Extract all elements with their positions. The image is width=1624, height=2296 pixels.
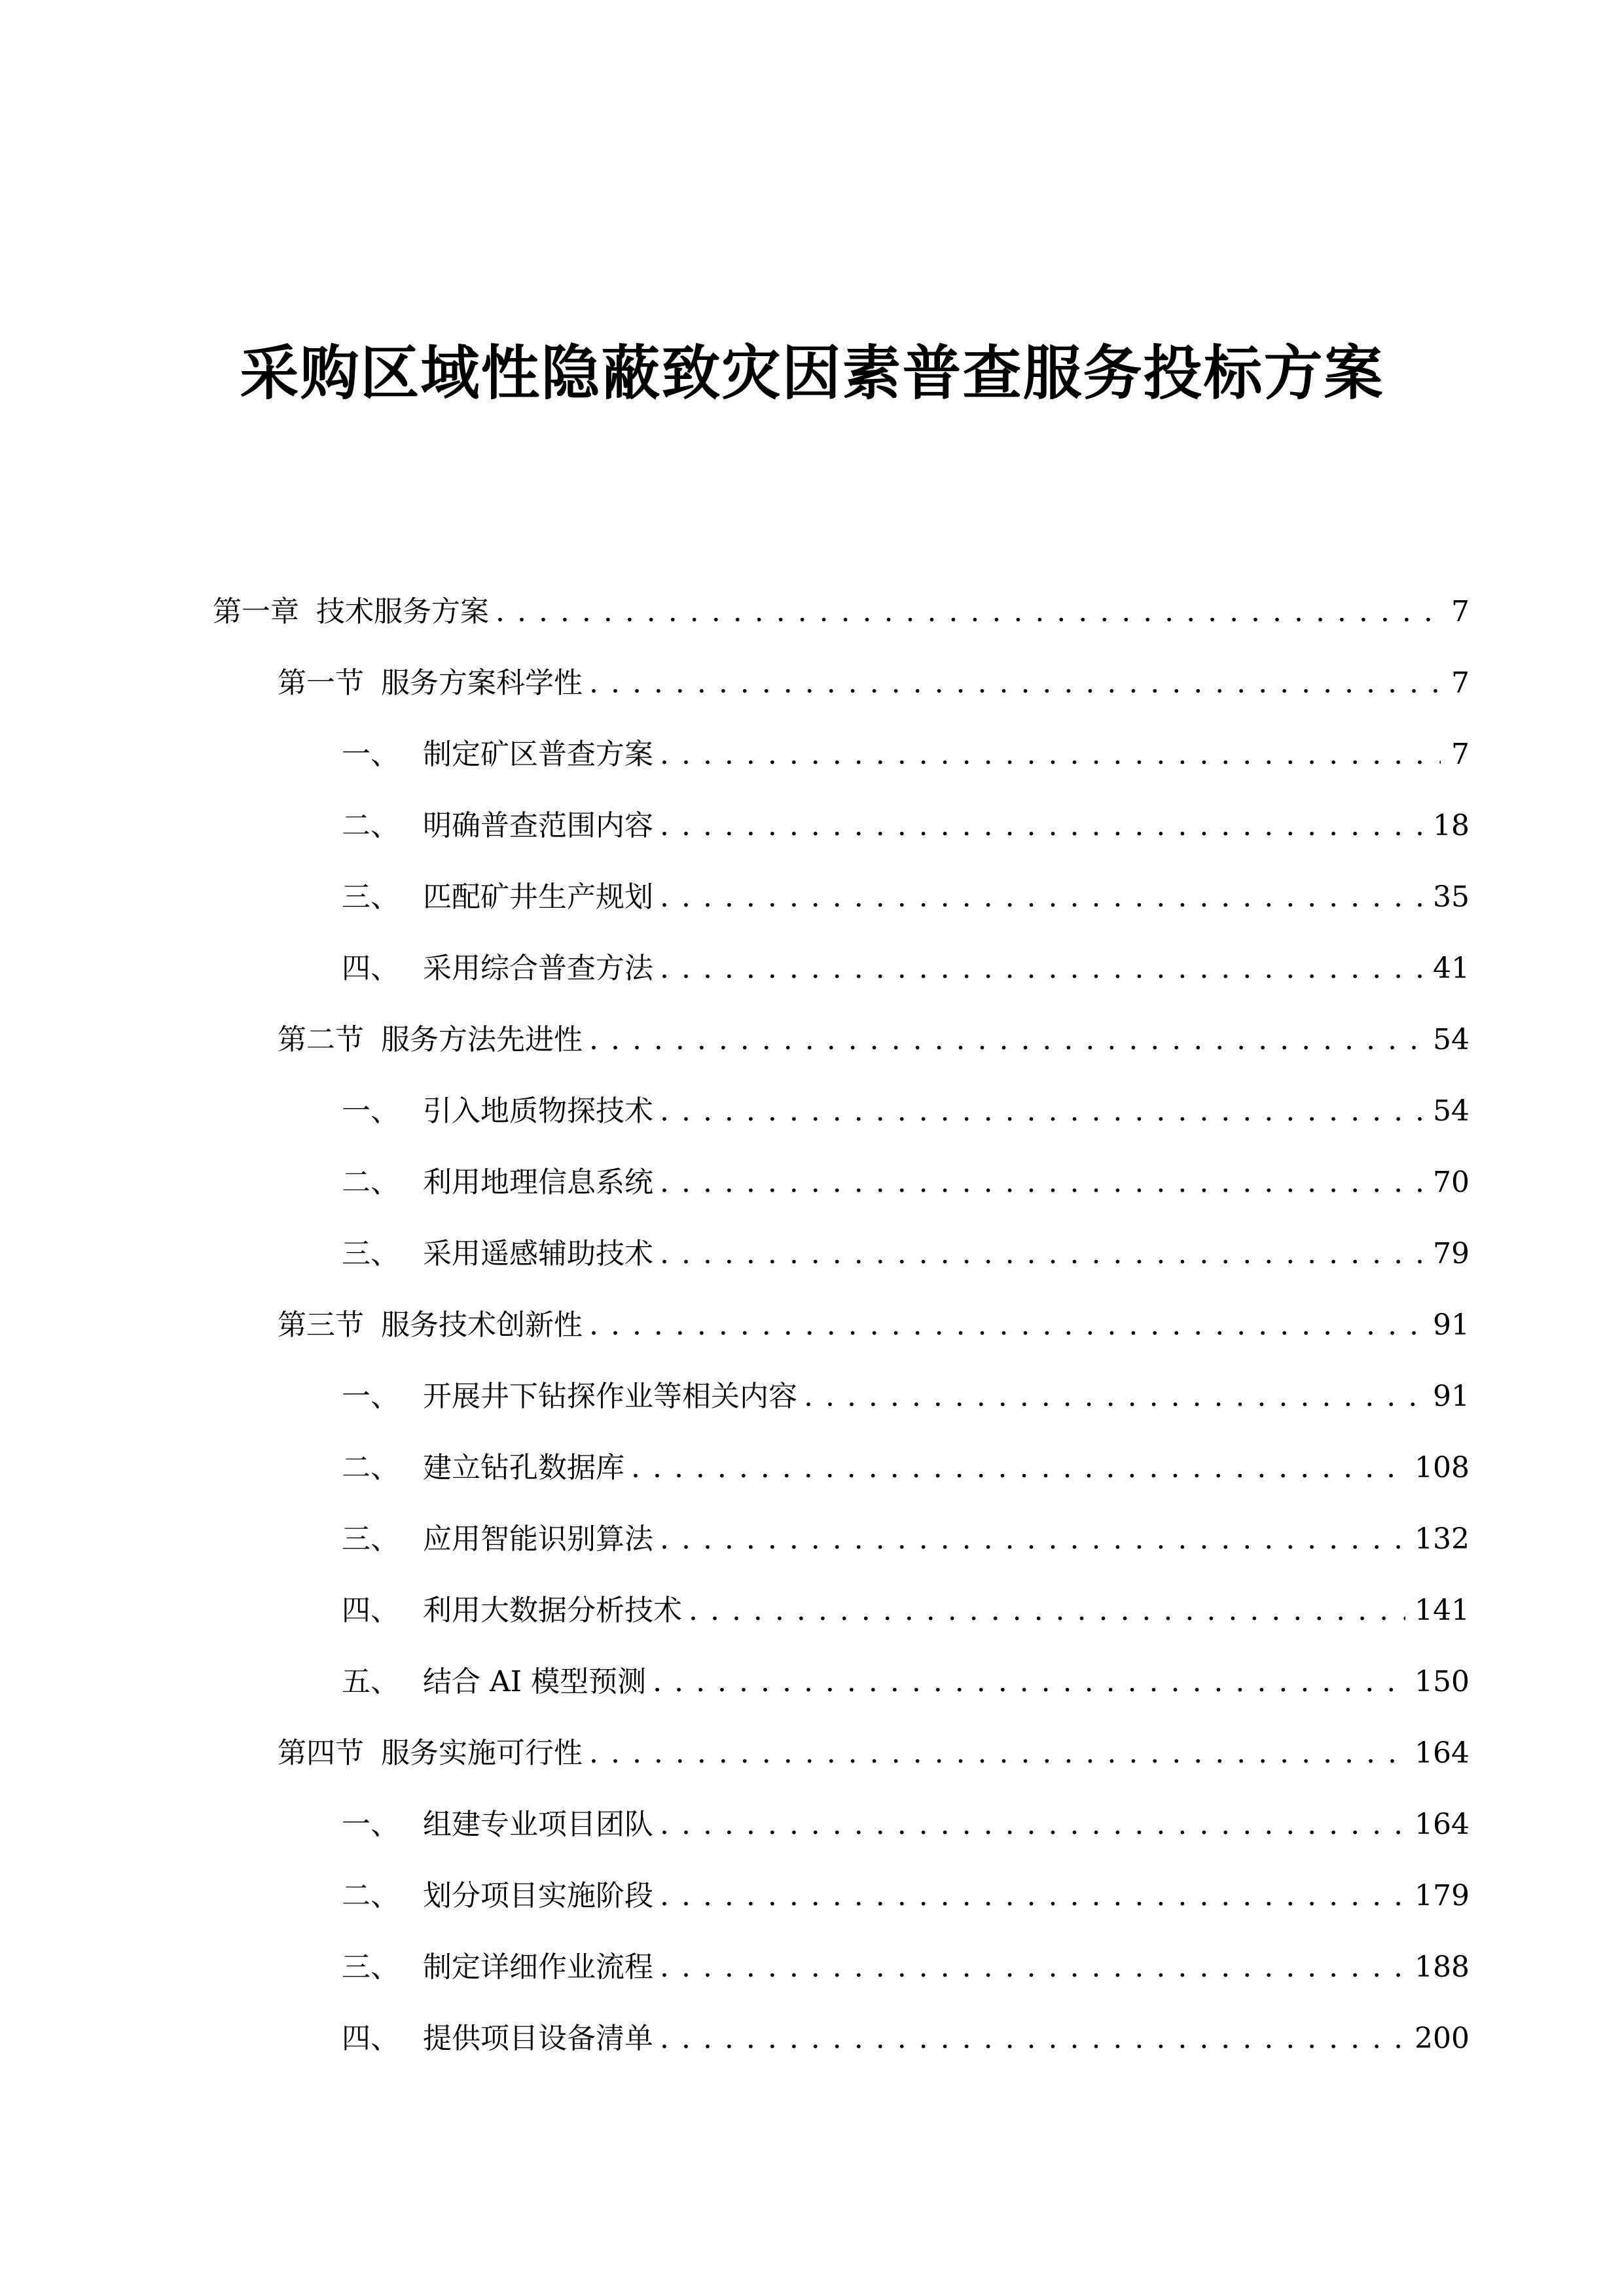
toc-entry-title: 划分项目实施阶段 — [423, 1879, 653, 1912]
toc-entry-page: 41 — [1433, 952, 1470, 985]
toc-dot-leader — [660, 1945, 1405, 1990]
toc-dot-leader — [660, 874, 1424, 920]
toc-entry-page: 91 — [1433, 1380, 1470, 1413]
toc-entry-number: 四、 — [342, 2022, 399, 2055]
toc-entry-item[interactable] — [342, 1160, 1470, 1206]
toc-entry-page: 164 — [1415, 1736, 1470, 1770]
toc-entry-section[interactable] — [278, 1017, 1470, 1063]
toc-entry-title: 制定矿区普查方案 — [423, 738, 653, 771]
toc-entry-section[interactable] — [278, 1731, 1470, 1776]
toc-dot-leader — [689, 1588, 1405, 1634]
toc-entry-item[interactable] — [342, 803, 1470, 849]
toc-entry-item[interactable] — [342, 1873, 1470, 1919]
toc-entry-number: 第一章 — [213, 595, 299, 628]
toc-entry-title: 提供项目设备清单 — [423, 2022, 653, 2055]
toc-entry-page: 108 — [1415, 1451, 1470, 1484]
toc-entry-title: 利用大数据分析技术 — [423, 1594, 682, 1627]
toc-dot-leader — [660, 2016, 1405, 2062]
toc-entry-item[interactable] — [342, 946, 1470, 992]
toc-entry-page: 54 — [1433, 1023, 1470, 1056]
toc-dot-leader — [660, 1160, 1424, 1206]
toc-entry-title: 结合 AI 模型预测 — [423, 1665, 647, 1698]
toc-entry-page: 132 — [1415, 1522, 1470, 1556]
toc-entry-number: 一、 — [342, 1094, 399, 1128]
toc-entry-item[interactable] — [342, 732, 1470, 778]
toc-entry-number: 三、 — [342, 880, 399, 914]
toc-entry-section[interactable] — [278, 1302, 1470, 1348]
toc-entry-number: 三、 — [342, 1950, 399, 1984]
toc-entry-title: 采用综合普查方法 — [423, 952, 653, 985]
toc-entry-title: 采用遥感辅助技术 — [423, 1237, 653, 1270]
toc-entry-item[interactable] — [342, 1588, 1470, 1634]
toc-entry-title: 服务方法先进性 — [381, 1023, 583, 1056]
toc-entry-title: 应用智能识别算法 — [423, 1522, 653, 1556]
toc-entry-item[interactable] — [342, 1445, 1470, 1491]
toc-entry-number: 二、 — [342, 809, 399, 842]
toc-entry-chapter-1[interactable] — [213, 589, 1470, 635]
toc-entry-item[interactable] — [342, 1802, 1470, 1848]
toc-entry-number: 第三节 — [278, 1308, 364, 1342]
toc-entry-number: 一、 — [342, 738, 399, 771]
toc-entry-title: 建立钻孔数据库 — [423, 1451, 624, 1484]
toc-entry-number: 一、 — [342, 1380, 399, 1413]
toc-entry-page: 200 — [1415, 2022, 1470, 2055]
toc-entry-number: 五、 — [342, 1665, 399, 1698]
toc-dot-leader — [589, 1017, 1424, 1063]
toc-dot-leader — [589, 1731, 1405, 1776]
toc-entry-title: 制定详细作业流程 — [423, 1950, 653, 1984]
toc-dot-leader — [660, 1516, 1405, 1562]
toc-entry-number: 第二节 — [278, 1023, 364, 1056]
toc-entry-number: 三、 — [342, 1522, 399, 1556]
toc-entry-title: 服务实施可行性 — [381, 1736, 583, 1770]
toc-entry-page: 70 — [1433, 1166, 1470, 1199]
toc-entry-page: 188 — [1415, 1950, 1470, 1984]
toc-entry-number: 四、 — [342, 1594, 399, 1627]
toc-entry-number: 第四节 — [278, 1736, 364, 1770]
toc-entry-item[interactable] — [342, 1374, 1470, 1420]
toc-entry-item[interactable] — [342, 1231, 1470, 1277]
toc-entry-number: 四、 — [342, 952, 399, 985]
toc-dot-leader — [589, 660, 1441, 706]
toc-entry-number: 二、 — [342, 1879, 399, 1912]
document-title: 采购区域性隐蔽致灾因素普查服务投标方案 — [240, 338, 1384, 408]
toc-entry-page: 164 — [1415, 1808, 1470, 1841]
toc-dot-leader — [653, 1659, 1405, 1705]
toc-entry-item[interactable] — [342, 1088, 1470, 1134]
toc-entry-page: 7 — [1451, 595, 1470, 628]
toc-dot-leader — [660, 803, 1424, 849]
toc-dot-leader — [589, 1302, 1424, 1348]
toc-entry-page: 79 — [1433, 1237, 1470, 1270]
toc-dot-leader — [631, 1445, 1405, 1491]
toc-entry-item[interactable] — [342, 2016, 1470, 2062]
toc-dot-leader — [804, 1374, 1424, 1420]
toc-dot-leader — [660, 946, 1424, 992]
toc-entry-item[interactable] — [342, 874, 1470, 920]
toc-entry-page: 7 — [1451, 738, 1470, 771]
toc-dot-leader — [660, 732, 1441, 778]
toc-entry-number: 二、 — [342, 1166, 399, 1199]
toc-dot-leader — [660, 1088, 1424, 1134]
toc-entry-title: 利用地理信息系统 — [423, 1166, 653, 1199]
toc-entry-item[interactable] — [342, 1516, 1470, 1562]
toc-entry-page: 54 — [1433, 1094, 1470, 1128]
toc-entry-title: 服务方案科学性 — [381, 666, 583, 700]
toc-entry-number: 二、 — [342, 1451, 399, 1484]
toc-dot-leader — [660, 1231, 1424, 1277]
toc-entry-section[interactable] — [278, 660, 1470, 706]
toc-entry-title: 组建专业项目团队 — [423, 1808, 653, 1841]
toc-entry-page: 18 — [1433, 809, 1470, 842]
toc-entry-title: 服务技术创新性 — [381, 1308, 583, 1342]
toc-dot-leader — [660, 1873, 1405, 1919]
toc-entry-page: 179 — [1415, 1879, 1470, 1912]
toc-entry-number: 一、 — [342, 1808, 399, 1841]
toc-entry-item[interactable] — [342, 1945, 1470, 1990]
toc-entry-title: 明确普查范围内容 — [423, 809, 653, 842]
toc-entry-title: 引入地质物探技术 — [423, 1094, 653, 1128]
toc-entry-page: 141 — [1415, 1594, 1470, 1627]
toc-entry-page: 91 — [1433, 1308, 1470, 1342]
toc-entry-number: 三、 — [342, 1237, 399, 1270]
toc-dot-leader — [660, 1802, 1405, 1848]
toc-entry-title: 技术服务方案 — [316, 595, 489, 628]
toc-dot-leader — [496, 589, 1441, 635]
toc-entry-number: 第一节 — [278, 666, 364, 700]
toc-entry-page: 7 — [1451, 666, 1470, 700]
toc-entry-page: 150 — [1415, 1665, 1470, 1698]
toc-entry-item[interactable] — [342, 1659, 1470, 1705]
toc-entry-title: 匹配矿井生产规划 — [423, 880, 653, 914]
toc-entry-title: 开展井下钻探作业等相关内容 — [423, 1380, 797, 1413]
toc-entry-page: 35 — [1433, 880, 1470, 914]
